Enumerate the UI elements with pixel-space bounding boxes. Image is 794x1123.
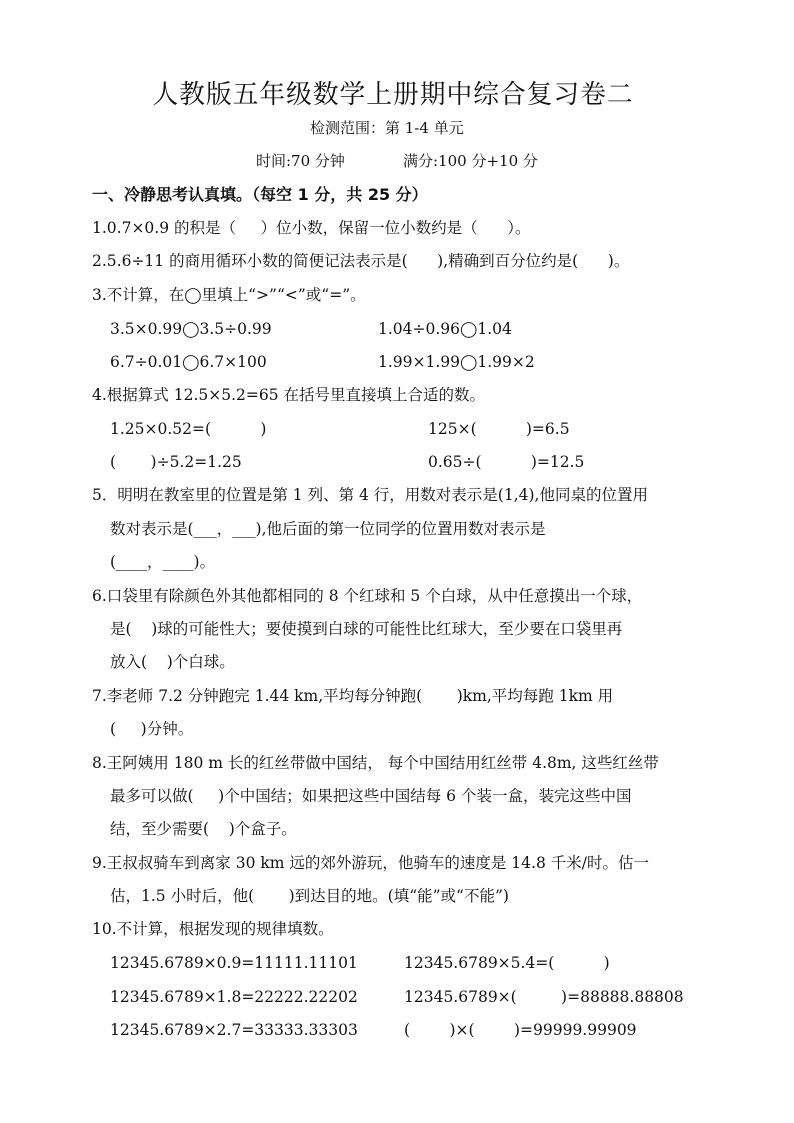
section-heading: 一、冷静思考认真填。（每空 1 分，共 25 分） bbox=[92, 185, 428, 204]
exam-time: 时间:70 分钟 bbox=[256, 152, 345, 170]
exam-title: 人教版五年级数学上册期中综合复习卷二 bbox=[152, 80, 634, 110]
question-8-line-1: 8.王阿姨用 180 m 长的红丝带做中国结， 每个中国结用红丝带 4.8m, 这些红丝带 bbox=[92, 754, 659, 772]
exam-score: 满分:100 分+10 分 bbox=[403, 152, 538, 170]
question-3: 3.不计算，在◯里填上“>”“<”或“=”。 bbox=[92, 286, 366, 304]
question-10b: 12345.6789×5.4=( ) bbox=[404, 954, 610, 972]
question-8-line-2: 最多可以做( )个中国结；如果把这些中国结每 6 个装一盒，装完这些中国 bbox=[110, 787, 632, 805]
question-3d: 1.99×1.99◯1.99×2 bbox=[378, 353, 535, 371]
question-2: 2.5.6÷11 的商用循环小数的简便记法表示是( ),精确到百分位约是( )。 bbox=[92, 252, 630, 270]
question-9-line-1: 9.王叔叔骑车到离家 30 km 远的郊外游玩，他骑车的速度是 14.8 千米/时。估一 bbox=[92, 854, 649, 872]
question-4a: 1.25×0.52=( ) bbox=[110, 420, 267, 438]
question-9-line-2: 估，1.5 小时后，他( )到达目的地。(填“能”或“不能”) bbox=[110, 887, 509, 905]
question-4d: 0.65÷( )=12.5 bbox=[428, 453, 585, 471]
exam-scope: 检测范围：第 1-4 单元 bbox=[310, 119, 464, 137]
question-7-line-1: 7.李老师 7.2 分钟跑完 1.44 km,平均每分钟跑( )km,平均每跑 1km 用 bbox=[92, 687, 614, 705]
question-6-line-3: 放入( )个白球。 bbox=[110, 653, 235, 671]
question-10e: 12345.6789×2.7=33333.33303 bbox=[110, 1021, 358, 1039]
question-4: 4.根据算式 12.5×5.2=65 在括号里直接填上合适的数。 bbox=[92, 386, 486, 404]
question-6-line-1: 6.口袋里有除颜色外其他都相同的 8 个红球和 5 个白球，从中任意摸出一个球， bbox=[92, 587, 643, 605]
question-5-line-2: 数对表示是(___，___),他后面的第一位同学的位置用数对表示是 bbox=[110, 520, 546, 538]
question-10d: 12345.6789×( )=88888.88808 bbox=[404, 988, 684, 1006]
question-5-line-3: (____，____)。 bbox=[110, 553, 216, 571]
question-3c: 6.7÷0.01◯6.7×100 bbox=[110, 353, 267, 371]
question-3b: 1.04÷0.96◯1.04 bbox=[378, 320, 512, 338]
question-1: 1.0.7×0.9 的积是（ ）位小数，保留一位小数约是（ ）。 bbox=[92, 219, 531, 237]
question-10f: ( )×( )=99999.99909 bbox=[404, 1021, 637, 1039]
question-5-line-1: 5．明明在教室里的位置是第 1 列、第 4 行，用数对表示是(1,4),他同桌的位置用 bbox=[92, 486, 648, 504]
question-10: 10.不计算，根据发现的规律填数。 bbox=[92, 920, 334, 938]
question-7-line-2: ( )分钟。 bbox=[110, 720, 194, 738]
question-8-line-3: 结，至少需要( )个盒子。 bbox=[110, 820, 297, 838]
question-4c: ( )÷5.2=1.25 bbox=[110, 453, 242, 471]
question-10c: 12345.6789×1.8=22222.22202 bbox=[110, 988, 358, 1006]
question-10a: 12345.6789×0.9=11111.11101 bbox=[110, 954, 358, 972]
question-6-line-2: 是( )球的可能性大；要使摸到白球的可能性比红球大，至少要在口袋里再 bbox=[110, 620, 623, 638]
question-3a: 3.5×0.99◯3.5÷0.99 bbox=[110, 320, 272, 338]
question-4b: 125×( )=6.5 bbox=[428, 420, 570, 438]
